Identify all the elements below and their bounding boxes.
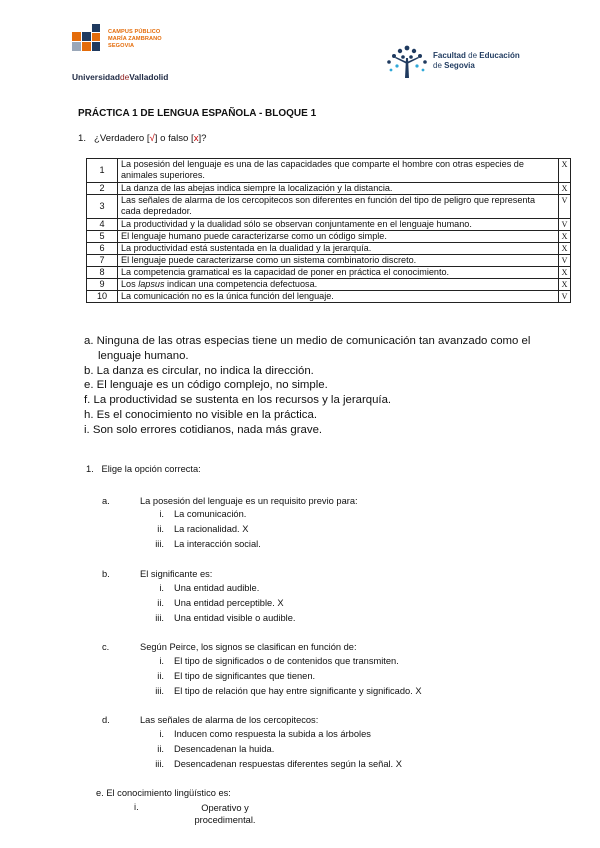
table-row: 1 La posesión del lenguaje es una de las capacidades que comparte el hombre con otras especies de animales superiores. X [87,159,571,183]
faculty-logo [385,44,429,83]
table-row: 4 La productividad y la dualidad sólo se observan conjuntamente en el lenguaje humano. V [87,219,571,231]
page-title: PRÁCTICA 1 DE LENGUA ESPAÑOLA - BLOQUE 1 [78,108,317,119]
table-row: 8 La competencia gramatical es la capacidad de poner en práctica el conocimiento. X [87,267,571,279]
option: ii. Una entidad perceptible. X [157,598,284,608]
option: ii. El tipo de significantes que tienen. [157,671,316,681]
table-row: 5 El lenguaje humano puede caracterizarse como un código simple. X [87,231,571,243]
option: iii. El tipo de relación que hay entre significante y significado. X [155,686,422,696]
option: i. La comunicación. [159,509,247,519]
faculty-name: Facultad de Educación de Segovia [433,51,520,70]
list-item: a. Ninguna de las otras especias tiene un medio de comunicación tan avanzado como el lenguaje humano. [84,335,531,362]
question-2: 1. Elige la opción correcta: [86,464,201,474]
option: iii. La interacción social. [155,539,261,549]
explanations-list [84,334,574,438]
table-row: 10 La comunicación no es la única función del lenguaje. V [87,291,571,303]
tree-icon [385,44,429,78]
option: i. Una entidad audible. [159,583,260,593]
section-e-option: Operativo y procedimental. [194,803,256,825]
table-row: 3 Las señales de alarma de los cercopitecos son diferentes en función del tipo de peligro que representa cada depredador. V [87,195,571,219]
table-row: 6 La productividad está sustentada en la dualidad y la jerarquía. X [87,243,571,255]
table-row: 2 La danza de las abejas indica siempre la localización y la distancia. X [87,183,571,195]
section-e: e. El conocimiento lingüístico es: [96,788,231,798]
table-row: 7 El lenguaje puede caracterizarse como un sistema combinatorio discreto. V [87,255,571,267]
option: i. El tipo de significados o de contenidos que transmiten. [159,656,399,666]
option: i. Inducen como respuesta la subida a los árboles [159,729,371,739]
section-e-numeral: i. [134,802,139,812]
university-name: UniversidaddeValladolid [72,72,169,82]
list-item: f. La productividad se sustenta en los recursos y la jerarquía. [84,394,392,407]
option: ii. Desencadenan la huida. [157,744,275,754]
table-row: 9 Los lapsus indican una competencia defectuosa. X [87,279,571,291]
true-false-table [86,158,571,303]
list-item: e. El lenguaje es un código complejo, no simple. [84,379,328,392]
option: iii. Desencadenan respuestas diferentes según la señal. X [155,759,402,769]
campus-text: CAMPUS PÚBLICO MARÍA ZAMBRANO SEGOVIA [108,29,162,49]
list-item: h. Es el conocimiento no visible en la práctica. [84,408,317,421]
list-item: i. Son solo errores cotidianos, nada más grave. [84,423,323,436]
list-item: b. La danza es circular, no indica la dirección. [84,364,314,377]
option: ii. La racionalidad. X [157,524,249,534]
option: iii. Una entidad visible o audible. [155,613,296,623]
campus-grid-icon [72,24,106,58]
question-1: 1. ¿Verdadero [√] o falso [x]? [78,133,207,144]
